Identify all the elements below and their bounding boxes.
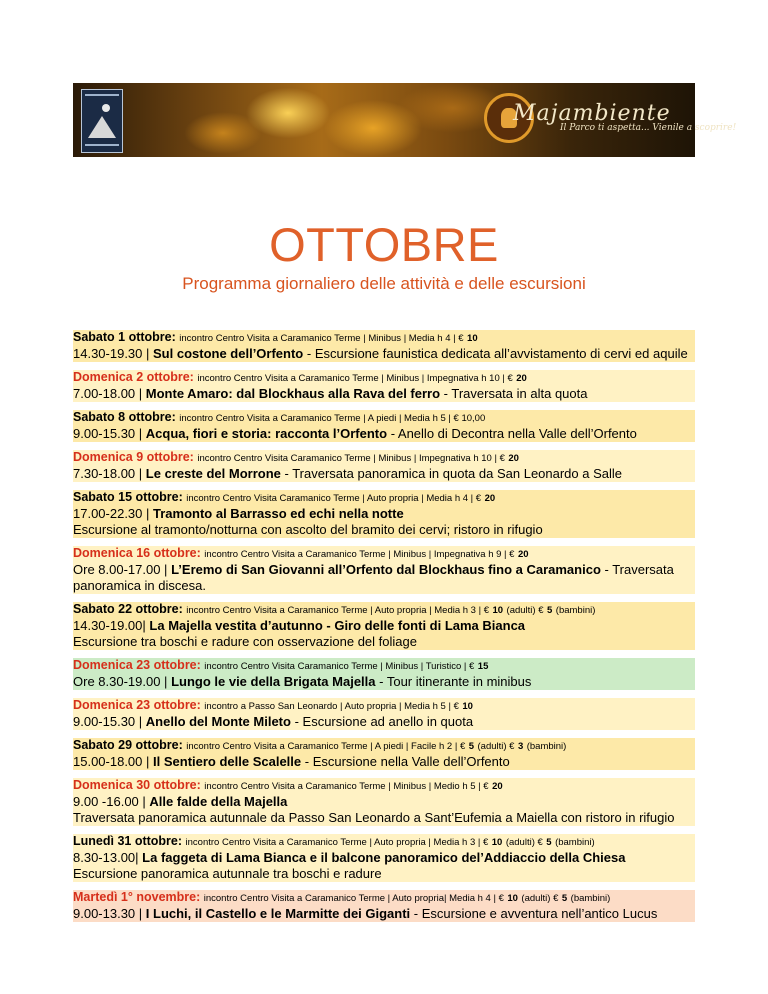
- event-meeting-info: incontro Centro Visita Caramanico Terme | Auto propria | Media h 4 | €: [186, 493, 482, 504]
- event-price: 5: [468, 741, 475, 752]
- brand-logo: Majambiente: [513, 101, 671, 126]
- event-price: 20: [492, 781, 503, 792]
- event-time: 14.30-19.00|: [73, 618, 146, 633]
- page-subtitle: Programma giornaliero delle attività e delle escursioni: [182, 274, 586, 293]
- event-meeting-info: incontro Centro Visita a Caramanico Terme | Minibus | Medio h 5 | €: [204, 781, 489, 792]
- event-title: Alle falde della Majella: [149, 794, 288, 809]
- event-title: Tramonto al Barrasso ed echi nella notte: [153, 506, 404, 521]
- event-price-note: (bambini): [570, 893, 611, 904]
- event-date: Domenica 23 ottobre:: [73, 658, 201, 672]
- brand-tagline: Il Parco ti aspetta... Vienile a scoprire!: [560, 123, 737, 133]
- event-meeting-info: incontro Centro Visita a Caramanico Terme | Auto propria | Media h 3 | €: [185, 837, 489, 848]
- event-item: [73, 738, 695, 770]
- event-details: [73, 754, 695, 770]
- event-header: [73, 738, 695, 754]
- event-time: 9.00 -16.00 |: [73, 794, 146, 809]
- park-logo: [81, 89, 123, 153]
- event-time: 8.30-13.00|: [73, 850, 139, 865]
- event-description: - Escursione e avventura nell’antico Lucus: [413, 906, 658, 921]
- event-description: Escursione tra boschi e radure con osservazione del foliage: [73, 634, 695, 650]
- event-title: Sul costone dell’Orfento: [153, 346, 304, 361]
- event-title: L’Eremo di San Giovanni all’Orfento dal Blockhaus fino a Caramanico: [171, 562, 601, 577]
- event-time: Ore 8.00-17.00 |: [73, 562, 168, 577]
- event-price: 15: [477, 661, 489, 672]
- event-time: 7.00-18.00 |: [73, 386, 143, 401]
- event-details: [73, 618, 695, 634]
- event-meeting-info: incontro Centro Visita a Caramanico Terme | A piedi | Facile h 2 | €: [186, 741, 466, 752]
- event-price-note: (adulti) €: [477, 741, 515, 752]
- event-date: Domenica 9 ottobre:: [73, 450, 194, 464]
- event-description: - Traversata panoramica in discesa.: [73, 562, 674, 593]
- event-item: [73, 698, 695, 730]
- event-meeting-info: incontro Centro Visita a Caramanico Terme | Auto propria| Media h 4 | €: [203, 893, 504, 904]
- event-header: [73, 370, 695, 386]
- event-price: 10: [492, 605, 504, 616]
- event-details: [73, 794, 695, 810]
- event-details: [73, 906, 695, 922]
- event-meeting-info: incontro a Passo San Leonardo | Auto propria | Media h 5 | €: [204, 701, 459, 712]
- event-meeting-info: incontro Centro Visita Caramanico Terme | Minibus | Turistico | €: [204, 661, 475, 672]
- event-price-note: (adulti) €: [521, 893, 559, 904]
- moon-icon: [102, 104, 110, 112]
- event-details: [73, 506, 695, 522]
- event-header: [73, 698, 695, 714]
- event-time: Ore 8.30-19.00 |: [73, 674, 168, 689]
- event-header: [73, 778, 695, 794]
- event-item: [73, 890, 695, 922]
- event-description: - Escursione ad anello in quota: [294, 714, 474, 729]
- event-date: Domenica 23 ottobre:: [73, 698, 201, 712]
- event-price: 10: [507, 893, 518, 904]
- event-header: [73, 546, 695, 562]
- event-date: Sabato 15 ottobre:: [73, 490, 183, 504]
- event-date: Lunedì 31 ottobre:: [73, 834, 183, 848]
- event-details: [73, 850, 695, 866]
- event-details: [73, 426, 695, 442]
- event-time: 14.30-19.30 |: [73, 346, 150, 361]
- event-item: [73, 546, 695, 594]
- event-time: 9.00-15.30 |: [73, 426, 143, 441]
- event-price: 20: [516, 373, 527, 384]
- event-description: - Traversata panoramica in quota da San Leonardo a Salle: [284, 466, 623, 481]
- event-date: Sabato 29 ottobre:: [73, 738, 183, 752]
- event-header: [73, 490, 695, 506]
- event-price: 10: [491, 837, 503, 848]
- event-item: [73, 602, 695, 650]
- event-date: Domenica 2 ottobre:: [73, 370, 194, 384]
- event-meeting-info: incontro Centro Visita a Caramanico Terme | Minibus | Media h 4 | €: [179, 333, 464, 344]
- page-title: OTTOBRE: [269, 218, 499, 271]
- event-item: [73, 490, 695, 538]
- event-description: Escursione al tramonto/notturna con ascolto del bramito dei cervi; ristoro in rifugio: [73, 522, 695, 538]
- event-meeting-info: incontro Centro Visita a Caramanico Terme | A piedi | Media h 5 | € 10,00: [179, 413, 486, 424]
- event-item: [73, 450, 695, 482]
- event-time: 15.00-18.00 |: [73, 754, 150, 769]
- event-meeting-info: incontro Centro Visita a Caramanico Terme | Minibus | Impegnativa h 10 | €: [197, 373, 513, 384]
- event-item: [73, 330, 695, 362]
- logo-line: [85, 94, 119, 96]
- event-details: [73, 674, 695, 690]
- event-details: [73, 346, 695, 362]
- event-price-note: (adulti) €: [505, 837, 543, 848]
- event-meeting-info: incontro Centro Visita Caramanico Terme | Minibus | Impegnativa h 10 | €: [197, 453, 505, 464]
- event-meeting-info: incontro Centro Visita a Caramanico Terme | Auto propria | Media h 3 | €: [186, 605, 489, 616]
- event-title: Lungo le vie della Brigata Majella: [171, 674, 376, 689]
- event-date: Sabato 1 ottobre:: [73, 330, 176, 344]
- event-time: 9.00-13.30 |: [73, 906, 143, 921]
- event-details: [73, 466, 695, 482]
- events-list: [73, 330, 695, 930]
- event-price-child: 5: [546, 837, 552, 848]
- event-price: 20: [484, 493, 496, 504]
- event-item: [73, 778, 695, 826]
- logo-line: [85, 144, 119, 146]
- event-date: Sabato 8 ottobre:: [73, 410, 176, 424]
- event-item: [73, 658, 695, 690]
- event-description: Escursione panoramica autunnale tra boschi e radure: [73, 866, 695, 882]
- event-price: 10: [462, 701, 473, 712]
- event-header: [73, 330, 695, 346]
- event-date: Domenica 16 ottobre:: [73, 546, 201, 560]
- event-title: La Majella vestita d’autunno - Giro delle fonti di Lama Bianca: [149, 618, 526, 633]
- event-time: 7.30-18.00 |: [73, 466, 143, 481]
- event-description: Traversata panoramica autunnale da Passo San Leonardo a Sant’Eufemia a Maiella con ristoro in rifugio: [73, 810, 695, 826]
- event-date: Sabato 22 ottobre:: [73, 602, 183, 616]
- event-header: [73, 890, 695, 906]
- event-price-note: (adulti) €: [506, 605, 544, 616]
- header-banner: [73, 83, 737, 157]
- event-meeting-info: incontro Centro Visita a Caramanico Terme | Minibus | Impegnativa h 9 | €: [204, 549, 515, 560]
- event-price-note: (bambini): [555, 837, 595, 848]
- event-header: [73, 450, 695, 466]
- event-title: Il Sentiero delle Scalelle: [153, 754, 302, 769]
- event-details: [73, 562, 695, 594]
- event-description: - Tour itinerante in minibus: [379, 674, 532, 689]
- event-details: [73, 386, 695, 402]
- event-title: I Luchi, il Castello e le Marmitte dei Giganti: [145, 906, 411, 921]
- event-price-note: (bambini): [526, 741, 567, 752]
- event-details: [73, 714, 695, 730]
- event-title: Le creste del Morrone: [145, 466, 281, 481]
- event-time: 17.00-22.30 |: [73, 506, 150, 521]
- event-price-child: 3: [517, 741, 524, 752]
- event-date: Martedì 1° novembre:: [73, 890, 201, 904]
- event-description: - Escursione faunistica dedicata all’avvistamento di cervi ed aquile: [306, 346, 688, 361]
- event-price: 20: [508, 453, 519, 464]
- event-description: - Escursione nella Valle dell’Orfento: [304, 754, 510, 769]
- event-price-child: 5: [561, 893, 568, 904]
- event-description: - Anello di Decontra nella Valle dell’Orfento: [390, 426, 637, 441]
- event-title: Anello del Monte Mileto: [145, 714, 291, 729]
- event-description: - Traversata in alta quota: [443, 386, 588, 401]
- event-price-note: (bambini): [555, 605, 596, 616]
- event-header: [73, 602, 695, 618]
- event-title: Monte Amaro: dal Blockhaus alla Rava del ferro: [145, 386, 441, 401]
- event-item: [73, 410, 695, 442]
- event-title: La faggeta di Lama Bianca e il balcone panoramico del’Addiaccio della Chiesa: [142, 850, 626, 865]
- event-price: 10: [467, 333, 478, 344]
- event-item: [73, 370, 695, 402]
- event-header: [73, 658, 695, 674]
- event-title: Acqua, fiori e storia: racconta l’Orfento: [145, 426, 388, 441]
- event-item: [73, 834, 695, 882]
- event-date: Domenica 30 ottobre:: [73, 778, 201, 792]
- mountain-icon: [88, 116, 116, 138]
- event-header: [73, 410, 695, 426]
- event-price: 20: [517, 549, 529, 560]
- event-header: [73, 834, 695, 850]
- event-time: 9.00-15.30 |: [73, 714, 143, 729]
- event-price-child: 5: [547, 605, 553, 616]
